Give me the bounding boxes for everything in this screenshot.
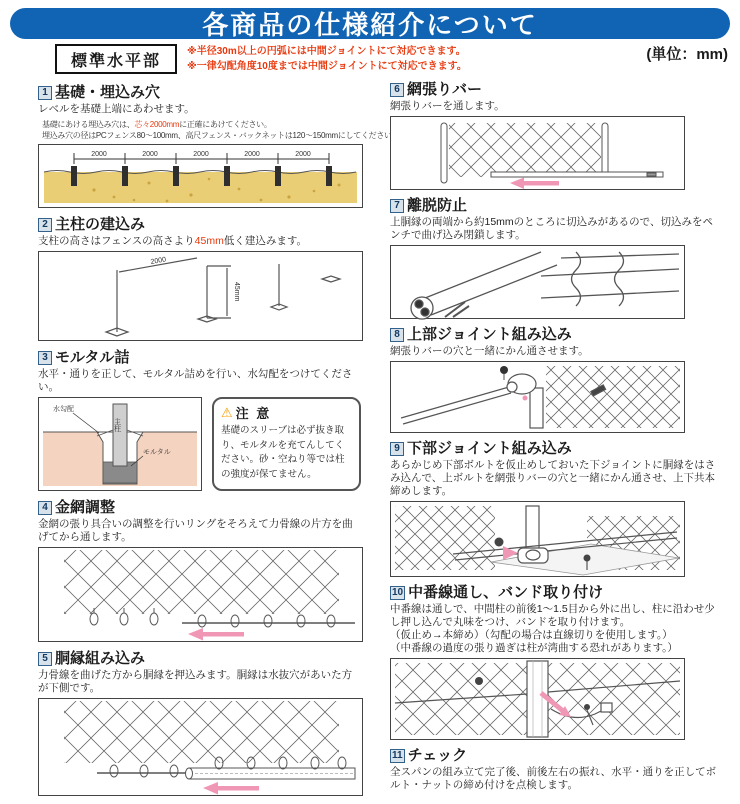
step-number-badge: 7 xyxy=(390,199,404,213)
step-2-heading xyxy=(38,216,361,233)
diagram-post-erection xyxy=(38,251,363,341)
warning-icon: ⚠ xyxy=(221,404,233,420)
note-red-dim: 芯々2000mm xyxy=(134,120,180,129)
step-7-heading xyxy=(390,197,722,214)
step-8 xyxy=(390,326,722,433)
step-1-body: レベルを基礎上端にあわせます。 xyxy=(38,103,195,115)
diagram-bottom-joint xyxy=(390,501,685,577)
step-1-title: 基礎・埋込み穴 xyxy=(55,84,161,101)
step-4 xyxy=(38,499,361,642)
dim-2000: 2000 xyxy=(142,151,158,158)
pink-arrow-icon xyxy=(188,628,244,641)
step-1-heading xyxy=(38,84,361,101)
step-10-title: 中番線通し、バンド取り付け xyxy=(408,584,604,601)
caution-body: 基礎のスリーブは必ず抜き取り、モルタルを充てんしてください。砂・空ねり等では柱の強度が保てません。 xyxy=(221,425,345,480)
step-10-heading xyxy=(390,584,722,601)
step-6-body: 網張りバーを通します。 xyxy=(390,100,505,112)
step-11-heading xyxy=(390,747,722,764)
dim-2000: 2000 xyxy=(150,256,167,266)
step-9 xyxy=(390,440,722,577)
step-number-badge: 4 xyxy=(38,501,52,515)
unit-label: (単位：mm) xyxy=(646,46,728,63)
step-5-title: 胴縁組み込み xyxy=(55,650,146,667)
step-4-body: 金網の張り具合いの調整を行いリングをそろえて力骨線の片方を曲げてから通します。 xyxy=(38,518,353,543)
page-title: 各商品の仕様紹介について xyxy=(202,10,538,40)
diagram-mesh-adjust xyxy=(38,547,363,642)
step-11-title: チェック xyxy=(407,747,468,764)
step-7 xyxy=(390,197,722,319)
step-9-heading xyxy=(390,440,722,457)
right-column xyxy=(390,81,722,799)
step-7-body: 上胴縁の両端から約15mmのところに切込みがあるので、切込みをペンチで曲げ込み閉鎖します。 xyxy=(390,216,713,241)
step-2 xyxy=(38,216,361,341)
step-number-badge: 1 xyxy=(38,86,52,100)
caution-title: 注 意 xyxy=(235,406,272,421)
step-5 xyxy=(38,650,361,796)
step-5-body: 力骨線を曲げた方から胴縁を押込みます。胴縁は水抜穴があいた方が下側です。 xyxy=(38,669,353,694)
step-1 xyxy=(38,84,400,208)
step-3-heading xyxy=(38,349,361,366)
step-10-body3: （中番線の過度の張り過ぎは柱が湾曲する恐れがあります。） xyxy=(390,642,678,654)
step-number-badge: 3 xyxy=(38,351,52,365)
dim-2000: 2000 xyxy=(193,151,209,158)
step-6 xyxy=(390,81,722,190)
dim-45mm: 45mm xyxy=(233,282,240,302)
step-5-heading xyxy=(38,650,361,667)
step-4-heading xyxy=(38,499,361,516)
caution-heading xyxy=(221,403,352,422)
step-6-heading xyxy=(390,81,722,98)
step-number-badge: 11 xyxy=(392,750,403,761)
pink-marker-icon xyxy=(523,396,528,401)
step-8-heading xyxy=(390,326,722,343)
step-4-title: 金網調整 xyxy=(55,499,116,516)
step-number-badge: 9 xyxy=(390,442,404,456)
dim-2000: 2000 xyxy=(295,151,311,158)
header-note-1: ※半径30m以上の円弧には中間ジョイントにて対応できます。 xyxy=(187,46,466,57)
step-10-body: 中番線は通しで、中間柱の前後1〜1.5目から外に出し、柱に沿わせ少し押し込んで丸味をつけ、バンドを取り付けます。 xyxy=(390,603,715,628)
step-11 xyxy=(390,747,722,792)
caution-box xyxy=(212,397,361,491)
step-10 xyxy=(390,584,722,740)
step-3 xyxy=(38,349,361,491)
label-water-slope: 水勾配 xyxy=(53,406,74,413)
diagram-rail-insert xyxy=(38,698,363,796)
step-9-body: あらかじめ下部ボルトを仮止めしておいた下ジョイントに胴縁をはさみ込んで、上ボルトを網張りバーの穴と一緒にかん通させ、上下共本締めします。 xyxy=(390,459,716,497)
step-6-title: 網張りバー xyxy=(407,81,483,98)
step-2-body: 支柱の高さはフェンスの高さより45mm低く建込みます。 xyxy=(38,235,308,247)
step-8-body: 網張りバーの穴と一緒にかん通させます。 xyxy=(390,345,589,357)
pink-arrow-icon xyxy=(203,782,259,795)
dim-45mm: 45mm xyxy=(194,235,224,247)
dim-2000: 2000 xyxy=(91,151,107,158)
step-11-body: 全スパンの組み立て完了後、前後左右の振れ、水平・通りを正してボルト・ナットの締め付けを点検します。 xyxy=(390,766,717,791)
step-number-badge: 5 xyxy=(38,652,52,666)
diagram-anti-detach xyxy=(390,245,685,319)
header-note-2: ※一律勾配角度10度までは中間ジョイントにて対応できます。 xyxy=(187,61,467,72)
step-1-note: 基礎にあける埋込み穴は、芯々2000mmに正確にあけてください。 埋込み穴の径はPCフェンス80〜100mm、高尺フェンス・バックネットは120〜150mmにしてください。 xyxy=(42,120,400,140)
diagram-foundation-holes xyxy=(38,144,363,208)
section-label-box xyxy=(55,44,177,74)
step-number-badge: 8 xyxy=(390,328,404,342)
step-3-body: 水平・通りを正して、モルタル詰めを行い、水勾配をつけてください。 xyxy=(38,368,353,393)
pink-arrow-icon xyxy=(510,178,559,190)
step-9-title: 下部ジョイント組み込み xyxy=(407,440,572,457)
diagram-wire-band xyxy=(390,658,685,740)
diagram-mortar-fill xyxy=(38,397,202,491)
step-1-note2: 埋込み穴の径はPCフェンス80〜100mm、高尺フェンス・バックネットは120〜150mmにしてください。 xyxy=(42,131,400,140)
label-mortar: モルタル xyxy=(143,449,171,456)
title-banner xyxy=(10,8,730,39)
step-2-title: 主柱の建込み xyxy=(55,216,146,233)
header-notes xyxy=(187,44,467,74)
step-number-badge: 6 xyxy=(390,83,404,97)
section-label: 標準水平部 xyxy=(70,52,161,70)
step-7-title: 離脱防止 xyxy=(407,197,468,214)
diagram-net-bar xyxy=(390,116,685,190)
diagram-top-joint xyxy=(390,361,685,433)
step-3-title: モルタル詰 xyxy=(55,349,130,366)
step-number-badge: 2 xyxy=(38,218,52,232)
dim-2000: 2000 xyxy=(244,151,260,158)
step-10-body2: （仮止め→本締め）（勾配の場合は直線切りを使用します。） xyxy=(390,629,673,641)
step-8-title: 上部ジョイント組み込み xyxy=(407,326,572,343)
label-main-post: 主柱 xyxy=(113,418,121,432)
step-number-badge: 10 xyxy=(392,587,404,598)
